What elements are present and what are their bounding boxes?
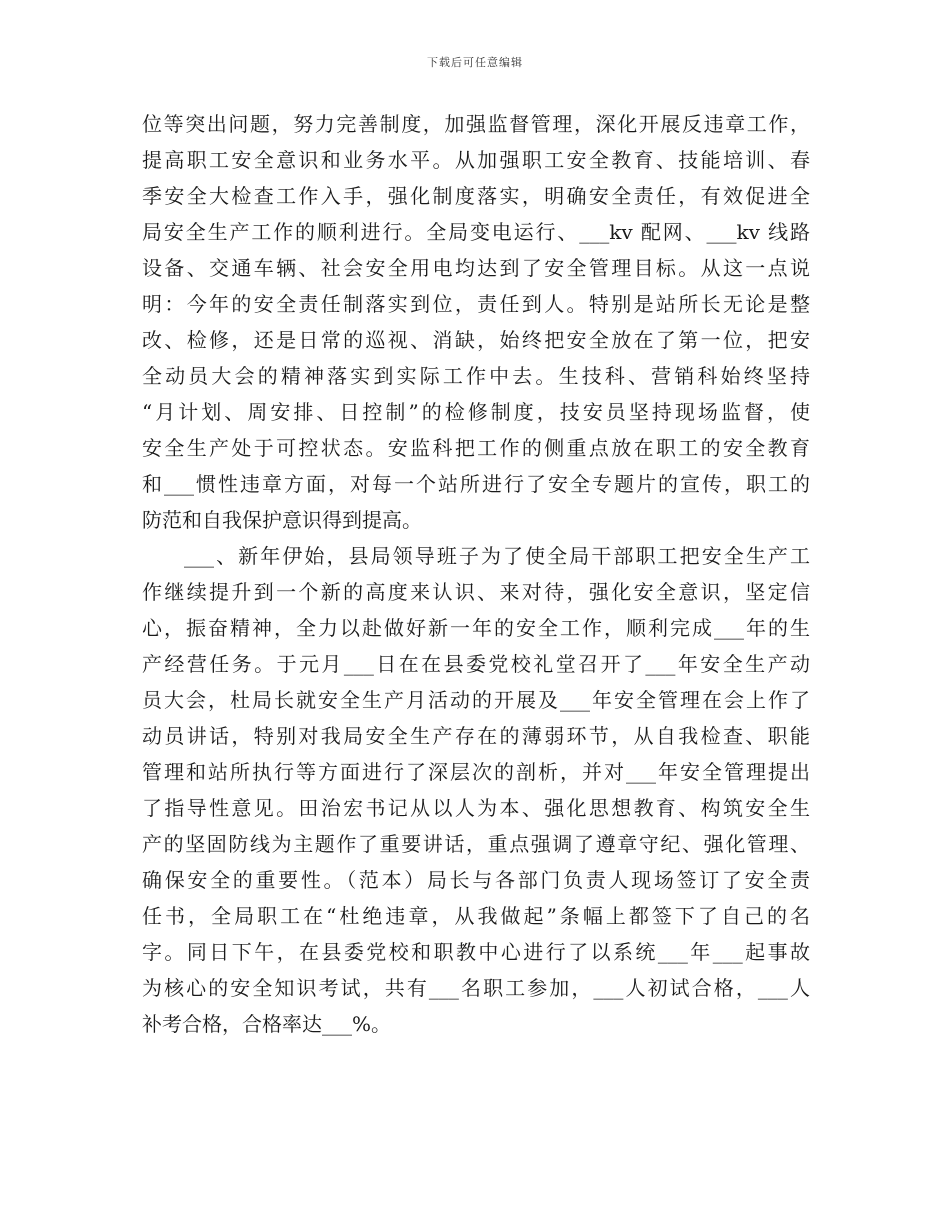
text-line: 心，振奋精神，全力以赴做好新一年的安全工作，顺利完成___年的生 [142,616,810,640]
document-body [142,106,810,1042]
text-line: 产经营任务。于元月___日在在县委党校礼堂召开了___年安全生产动 [142,652,810,676]
text-line: 了指导性意见。田治宏书记从以人为本、强化思想教育、构筑安全生 [142,796,810,820]
text-line: 为核心的安全知识考试，共有___名职工参加，___人初试合格，___人 [142,976,810,1000]
page-header: 下载后可任意编辑 [427,56,523,69]
text-line: 补考合格，合格率达___%。 [142,1012,392,1036]
paragraph-1 [142,106,810,538]
text-line: 动员讲话，特别对我局安全生产存在的薄弱环节，从自我检查、职能 [142,724,810,748]
text-line: ___、新年伊始，县局领导班子为了使全局干部职工把安全生产工 [184,544,810,568]
text-line: 全动员大会的精神落实到实际工作中去。生技科、营销科始终坚持 [142,364,810,388]
text-line: 防范和自我保护意识得到提高。 [142,508,422,532]
text-line: 产的坚固防线为主题作了重要讲话，重点强调了遵章守纪、强化管理、 [142,832,810,856]
text-line: 安全生产处于可控状态。安监科把工作的侧重点放在职工的安全教育 [142,436,810,460]
text-line: 季安全大检查工作入手，强化制度落实，明确安全责任，有效促进全 [142,184,810,208]
text-line: 提高职工安全意识和业务水平。从加强职工安全教育、技能培训、春 [142,148,810,172]
text-line: 改、检修，还是日常的巡视、消缺，始终把安全放在了第一位，把安 [142,328,810,352]
text-line: 局安全生产工作的顺利进行。全局变电运行、___kv 配网、___kv 线路 [142,220,810,244]
text-line: 位等突出问题，努力完善制度，加强监督管理，深化开展反违章工作， [142,112,810,136]
text-line: 作继续提升到一个新的高度来认识、来对待，强化安全意识，坚定信 [142,580,810,604]
text-line: 字。同日下午，在县委党校和职教中心进行了以系统___年___起事故 [142,940,810,964]
text-line: 明：今年的安全责任制落实到位，责任到人。特别是站所长无论是整 [142,292,810,316]
text-line: 设备、交通车辆、社会安全用电均达到了安全管理目标。从这一点说 [142,256,810,280]
text-line: 和___惯性违章方面，对每一个站所进行了安全专题片的宣传，职工的 [142,472,810,496]
text-line: 管理和站所执行等方面进行了深层次的剖析，并对___年安全管理提出 [142,760,810,784]
text-line: “月计划、周安排、日控制”的检修制度，技安员坚持现场监督，使 [142,400,810,424]
paragraph-2 [142,538,810,1042]
text-line: 员大会，杜局长就安全生产月活动的开展及___年安全管理在会上作了 [142,688,810,712]
text-line: 任书，全局职工在“杜绝违章，从我做起”条幅上都签下了自己的名 [142,904,810,928]
text-line: 确保安全的重要性。（范本）局长与各部门负责人现场签订了安全责 [142,868,810,892]
